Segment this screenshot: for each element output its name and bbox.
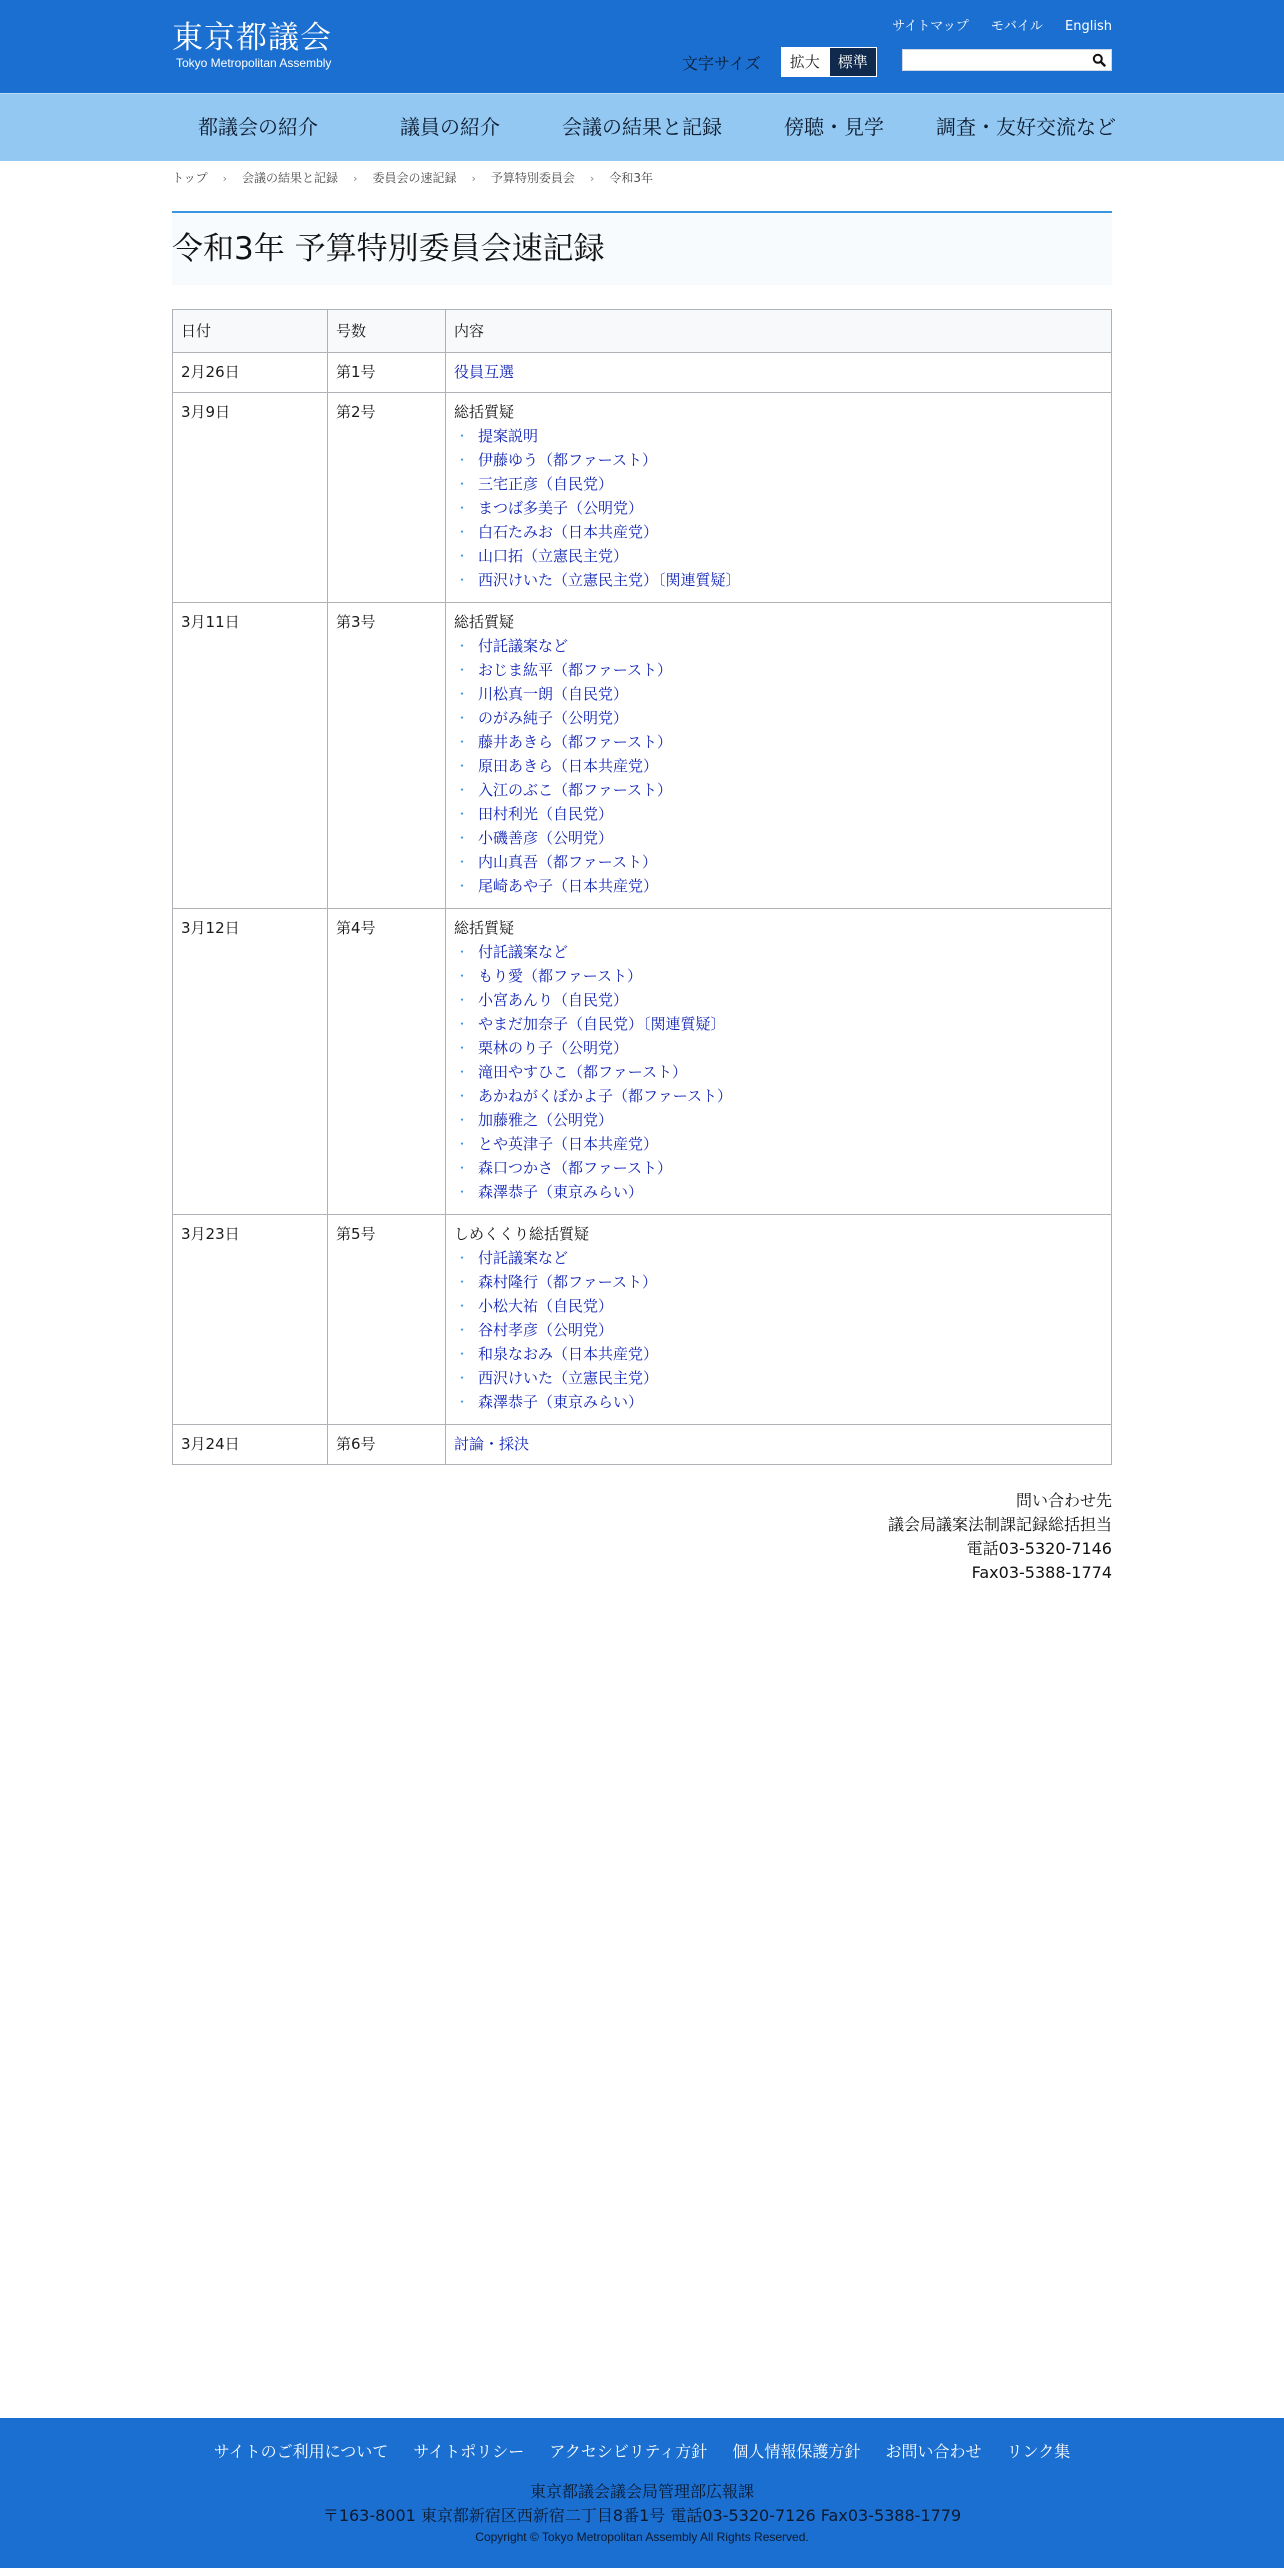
speaker-link[interactable]: 森村隆行（都ファースト）: [478, 1273, 657, 1291]
footer-link-privacy[interactable]: 個人情報保護方針: [732, 2442, 861, 2461]
list-item: [454, 448, 1103, 472]
english-link[interactable]: English: [1065, 19, 1112, 34]
column-header-date: 日付: [173, 310, 328, 353]
global-nav: [0, 93, 1284, 161]
speaker-link[interactable]: 付託議案など: [478, 1249, 569, 1267]
main-content: [172, 165, 1112, 1585]
records-table: [172, 309, 1112, 1465]
session-label: 総括質疑: [454, 403, 515, 421]
speaker-link[interactable]: 森澤恭子（東京みらい）: [478, 1393, 644, 1411]
list-item: [454, 472, 1103, 496]
logo-japanese: 東京都議会: [172, 20, 332, 56]
list-item: [454, 988, 1103, 1012]
site-footer: [0, 2418, 1284, 2568]
speaker-list: [454, 424, 1103, 592]
session-label: しめくくり総括質疑: [454, 1225, 590, 1243]
site-logo[interactable]: [172, 20, 332, 70]
list-item: [454, 802, 1103, 826]
chevron-right-icon: ›: [222, 172, 228, 185]
list-item: [454, 826, 1103, 850]
speaker-link[interactable]: 三宅正彦（自民党）: [478, 475, 614, 493]
chevron-right-icon: ›: [471, 172, 476, 185]
breadcrumb-budget-committee[interactable]: 予算特別委員会: [490, 171, 575, 185]
speaker-link[interactable]: 森口つかさ（都ファースト）: [478, 1159, 672, 1177]
list-item: [454, 1294, 1103, 1318]
list-item: [454, 940, 1103, 964]
breadcrumb-current: 令和3年: [609, 171, 653, 185]
cell-date: 3月9日: [173, 393, 328, 603]
speaker-link[interactable]: 滝田やすひこ（都ファースト）: [478, 1063, 687, 1081]
speaker-link[interactable]: 付託議案など: [478, 637, 569, 655]
nav-item-research-exchange[interactable]: 調査・友好交流など: [936, 115, 1116, 139]
list-item: [454, 1366, 1103, 1390]
chevron-right-icon: ›: [353, 172, 358, 185]
speaker-link[interactable]: 加藤雅之（公明党）: [478, 1111, 614, 1129]
footer-address: 〒163-8001 東京都新宿区西新宿二丁目8番1号 電話03-5320-7126 Fax03-5388-1779: [322, 2506, 962, 2525]
table-row: [173, 393, 1112, 603]
speaker-list: [454, 1246, 1103, 1414]
table-row: [173, 909, 1112, 1215]
mobile-link[interactable]: モバイル: [990, 19, 1043, 34]
breadcrumb-meeting-records[interactable]: 会議の結果と記録: [242, 171, 339, 185]
nav-item-members[interactable]: 議員の紹介: [400, 115, 500, 139]
table-row: [173, 1425, 1112, 1465]
footer-link-links[interactable]: リンク集: [1006, 2442, 1071, 2461]
list-item: [454, 520, 1103, 544]
cell-number: 第3号: [328, 603, 446, 909]
speaker-link[interactable]: とや英津子（日本共産党）: [478, 1135, 659, 1153]
list-item: [454, 658, 1103, 682]
contact-fax: Fax03-5388-1774: [971, 1563, 1112, 1582]
speaker-link[interactable]: 尾崎あや子（日本共産党）: [478, 877, 659, 895]
record-link[interactable]: 役員互選: [454, 363, 515, 381]
list-item: [454, 1156, 1103, 1180]
contact-phone: 電話03-5320-7146: [966, 1539, 1112, 1558]
utility-links: [874, 15, 1112, 34]
list-item: [454, 1390, 1103, 1414]
table-header-row: [173, 310, 1112, 353]
cell-number: 第1号: [328, 353, 446, 393]
list-item: [454, 1270, 1103, 1294]
list-item: [454, 1108, 1103, 1132]
nav-item-observation[interactable]: 傍聴・見学: [784, 115, 884, 139]
speaker-link[interactable]: おじま紘平（都ファースト）: [478, 661, 672, 679]
speaker-link[interactable]: あかねがくぼかよ子（都ファースト）: [478, 1087, 732, 1105]
column-header-content: 内容: [446, 310, 1112, 353]
list-item: [454, 496, 1103, 520]
contact-info: [172, 1489, 1112, 1585]
speaker-link[interactable]: まつば多美子（公明党）: [478, 499, 644, 517]
footer-link-contact[interactable]: お問い合わせ: [885, 2442, 982, 2461]
cell-content: [446, 1215, 1112, 1425]
list-item: [454, 634, 1103, 658]
speaker-link[interactable]: 栗林のり子（公明党）: [478, 1039, 629, 1057]
breadcrumb-top[interactable]: トップ: [172, 171, 208, 185]
list-item: [454, 682, 1103, 706]
list-item: [454, 1318, 1103, 1342]
search-box: [902, 49, 1112, 71]
list-item: [454, 874, 1103, 898]
column-header-number: 号数: [328, 310, 446, 353]
speaker-link[interactable]: のがみ純子（公明党）: [478, 709, 629, 727]
list-item: [454, 1342, 1103, 1366]
breadcrumb: [172, 165, 1112, 191]
speaker-link[interactable]: 森澤恭子（東京みらい）: [478, 1183, 644, 1201]
cell-content: [446, 603, 1112, 909]
speaker-link[interactable]: 入江のぶこ（都ファースト）: [478, 781, 672, 799]
cell-number: 第4号: [328, 909, 446, 1215]
table-row: [173, 603, 1112, 909]
speaker-link[interactable]: 谷村孝彦（公明党）: [478, 1321, 614, 1339]
speaker-link[interactable]: 和泉なおみ（日本共産党）: [478, 1345, 659, 1363]
list-item: [454, 850, 1103, 874]
list-item: [454, 706, 1103, 730]
speaker-link[interactable]: 付託議案など: [478, 943, 569, 961]
cell-date: 2月26日: [173, 353, 328, 393]
list-item: [454, 754, 1103, 778]
list-item: [454, 1246, 1103, 1270]
speaker-link[interactable]: もり愛（都ファースト）: [478, 967, 642, 985]
list-item: [454, 424, 1103, 448]
font-size-large-button[interactable]: 拡大: [781, 47, 829, 77]
sitemap-link[interactable]: サイトマップ: [892, 19, 969, 34]
footer-link-site-policy[interactable]: サイトポリシー: [413, 2442, 525, 2461]
speaker-link[interactable]: 西沢けいた（立憲民主党）: [478, 1369, 659, 1387]
speaker-link[interactable]: 提案説明: [478, 427, 539, 445]
cell-number: 第6号: [328, 1425, 446, 1465]
font-size-switcher: [682, 47, 877, 77]
nav-item-meeting-records[interactable]: 会議の結果と記録: [562, 115, 722, 139]
list-item: [454, 778, 1103, 802]
cell-date: 3月12日: [173, 909, 328, 1215]
cell-number: 第2号: [328, 393, 446, 603]
list-item: [454, 730, 1103, 754]
speaker-link[interactable]: 田村利光（自民党）: [478, 805, 614, 823]
speaker-link[interactable]: 小松大祐（自民党）: [478, 1297, 614, 1315]
cell-date: 3月24日: [173, 1425, 328, 1465]
contact-department: 議会局議案法制課記録総括担当: [887, 1515, 1112, 1534]
cell-content: [446, 909, 1112, 1215]
chevron-right-icon: ›: [589, 172, 595, 185]
cell-date: 3月11日: [173, 603, 328, 909]
footer-link-site-usage[interactable]: サイトのご利用について: [213, 2442, 389, 2461]
records-table-body: [173, 353, 1112, 1465]
speaker-link[interactable]: やまだ加奈子（自民党）〔関連質疑〕: [478, 1015, 726, 1033]
list-item: [454, 544, 1103, 568]
search-icon[interactable]: [1092, 53, 1106, 67]
list-item: [454, 1060, 1103, 1084]
session-label: 総括質疑: [454, 613, 515, 631]
font-size-standard-button[interactable]: 標準: [829, 47, 877, 77]
page-title: 令和3年 予算特別委員会速記録: [172, 211, 1112, 285]
list-item: [454, 964, 1103, 988]
speaker-link[interactable]: 内山真吾（都ファースト）: [478, 853, 657, 871]
cell-content: [446, 353, 1112, 393]
list-item: [454, 1132, 1103, 1156]
cell-content: [446, 1425, 1112, 1465]
footer-copyright: Copyright © Tokyo Metropolitan Assembly All Rights Reserved.: [475, 2530, 809, 2544]
speaker-link[interactable]: 白石たみお（日本共産党）: [478, 523, 659, 541]
list-item: [454, 1084, 1103, 1108]
speaker-link[interactable]: 西沢けいた（立憲民主党）〔関連質疑〕: [478, 571, 741, 589]
speaker-link[interactable]: 小磯善彦（公明党）: [478, 829, 614, 847]
speaker-link[interactable]: 藤井あきら（都ファースト）: [478, 733, 672, 751]
record-link[interactable]: 討論・採決: [454, 1435, 530, 1453]
list-item: [454, 1036, 1103, 1060]
session-label: 総括質疑: [454, 919, 515, 937]
speaker-list: [454, 634, 1103, 898]
speaker-link[interactable]: 伊藤ゆう（都ファースト）: [478, 451, 657, 469]
cell-number: 第5号: [328, 1215, 446, 1425]
table-row: [173, 1215, 1112, 1425]
speaker-link[interactable]: 山口拓（立憲民主党）: [478, 547, 629, 565]
site-header: [0, 0, 1284, 93]
font-size-label: 文字サイズ: [682, 53, 761, 73]
search-input[interactable]: [907, 51, 1091, 71]
footer-link-accessibility[interactable]: アクセシビリティ方針: [549, 2442, 708, 2461]
nav-item-assembly-intro[interactable]: 都議会の紹介: [198, 115, 318, 139]
speaker-link[interactable]: 川松真一朗（自民党）: [478, 685, 629, 703]
speaker-link[interactable]: 小宮あんり（自民党）: [478, 991, 629, 1009]
breadcrumb-committee-records[interactable]: 委員会の速記録: [372, 171, 457, 185]
cell-content: [446, 393, 1112, 603]
footer-links: [0, 2439, 1284, 2462]
cell-date: 3月23日: [173, 1215, 328, 1425]
list-item: [454, 1012, 1103, 1036]
table-row: [173, 353, 1112, 393]
speaker-list: [454, 940, 1103, 1204]
list-item: [454, 568, 1103, 592]
list-item: [454, 1180, 1103, 1204]
contact-heading: 問い合わせ先: [1015, 1491, 1112, 1510]
speaker-link[interactable]: 原田あきら（日本共産党）: [478, 757, 659, 775]
footer-org: 東京都議会議会局管理部広報課: [529, 2482, 754, 2501]
logo-english: Tokyo Metropolitan Assembly: [176, 56, 332, 70]
